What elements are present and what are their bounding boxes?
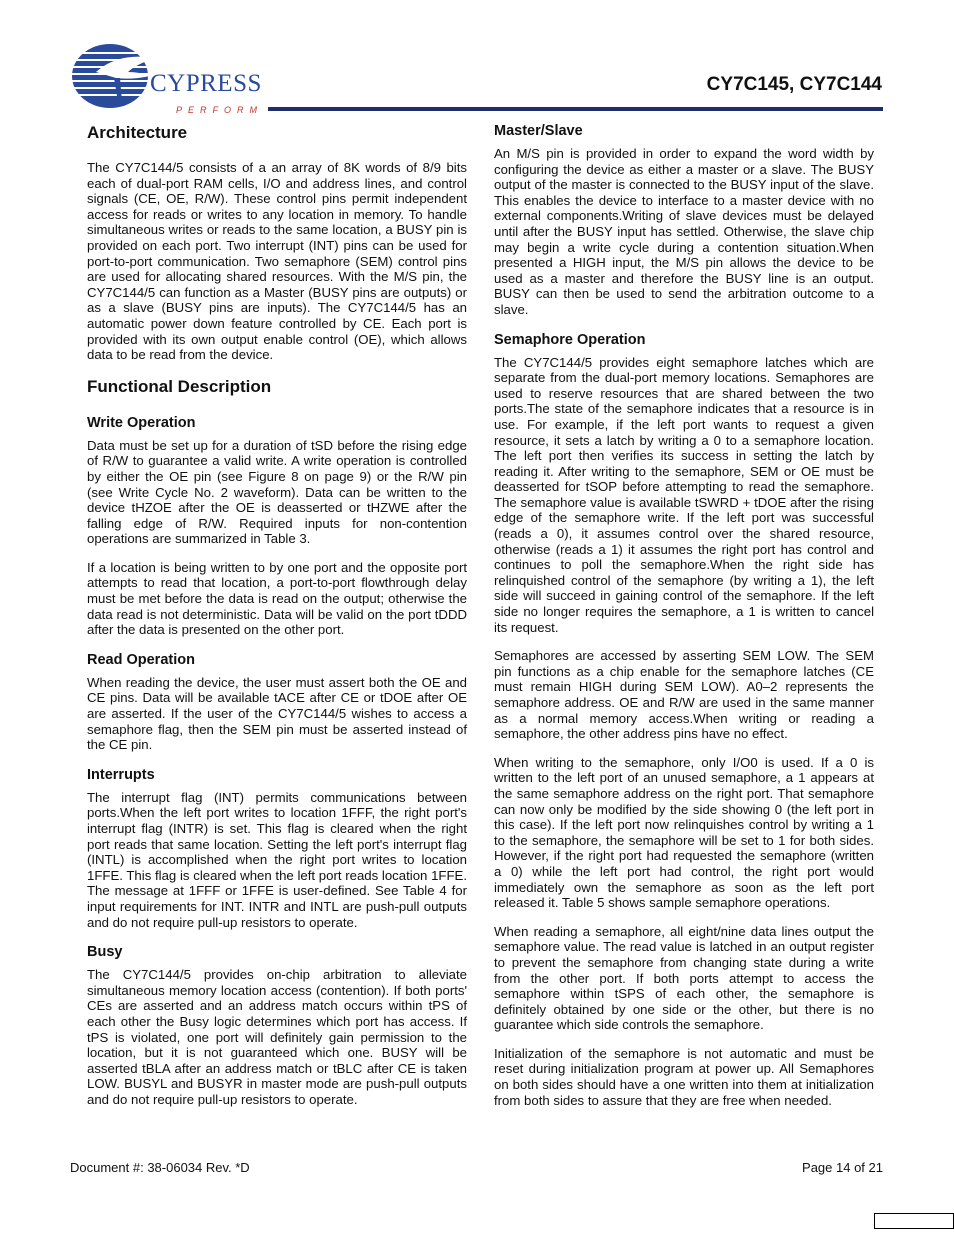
semaphore-paragraph-2: Semaphores are accessed by asserting SEM LOW. The SEM pin functions as a chip enable for the semaphore latches (CE must remain HIGH during SEM LOW). A0–2 represents the semaphore address. OE and R/W are used in the same manner as a normal memory access.When writing or reading a semaphore, the other address pins have no effect. <box>494 648 874 742</box>
document-number: Document #: 38-06034 Rev. *D <box>70 1160 250 1175</box>
busy-paragraph: The CY7C144/5 provides on-chip arbitration to alleviate simultaneous memory location access (contention). If both ports' CEs are asserted and an address match occurs within tPS of each other the Busy logic determines which port has access. If tPS is violated, one port will definitely gain permission to the location, but it is not guaranteed which one. BUSY will be asserted tBLA after an address match or tBLC after CE is taken LOW. BUSYL and BUSYR in master mode are push-pull outputs and do not require pull-up resistors to operate. <box>87 967 467 1107</box>
document-title: CY7C145, CY7C144 <box>706 74 882 95</box>
master-slave-heading: Master/Slave <box>494 123 583 139</box>
right-column <box>494 122 874 1121</box>
architecture-paragraph: The CY7C144/5 consists of a an array of 8K words of 8/9 bits each of dual-port RAM cells, I/O and address lines, and control signals (CE, OE, R/W). These control pins permit independent access for reads or writes to any location in memory. To handle simultaneous writes or reads to the same location, a BUSY pin is provided on each port. Two interrupt (INT) pins can be used for port-to-port communication. Two semaphore (SEM) control pins are used for allocating shared resources. With the M/S pin, the CY7C144/5 can function as a Master (BUSY pins are outputs) or as a slave (BUSY pins are inputs). The CY7C144/5 has an automatic power down feature controlled by CE. Each port is provided with its own output enable control (OE), which allows data to be read from the device. <box>87 160 467 363</box>
logo-wordmark: CYPRESS <box>150 70 262 97</box>
semaphore-paragraph-1: The CY7C144/5 provides eight semaphore latches which are separate from the dual-port memory locations. Semaphores are used to reserve resources that are shared between the two ports.The state of the semaphore indicates that a resource is in use. For example, if the left port wants to request a given resource, it sets a latch by writing a 0 to a semaphore location. The left port then verifies its success in setting the latch by reading it. After writing to the semaphore, SEM or OE must be deasserted for tSOP before attempting to read the semaphore. The semaphore value is available tSWRD + tDOE after the rising edge of the semaphore write. If the left port was successful (reads a 0), it assumes control over the shared resource, otherwise (reads a 1) it assumes the right port has control and continues to poll the semaphore.When the right side has relinquished control of the semaphore (by writing a 1), the left side will succeed in gaining control of the semaphore. If the left side no longer requires the semaphore, a 1 is written to cancel its request. <box>494 354 874 635</box>
write-operation-paragraph-1: Data must be set up for a duration of tSD before the rising edge of R/W to guarantee a valid write. A write operation is controlled by either the OE pin (see Figure 8 on page 9) or the R/W pin (see Write Cycle No. 2 waveform). Data can be written to the device tHZOE after the OE is deasserted or tHZWE after the falling edge of R/W. Required inputs for non-contention operations are summarized in Table 3. <box>87 437 467 547</box>
read-operation-paragraph: When reading the device, the user must assert both the OE and CE pins. Data will be available tACE after CE or tDOE after OE are asserted. If the user of the CY7C144/5 wishes to access a semaphore flag, then the SEM pin must be asserted instead of the CE pin. <box>87 674 467 753</box>
header-rule <box>268 107 883 111</box>
master-slave-paragraph: An M/S pin is provided in order to expand the word width by configuring the device as either a master or a slave. The BUSY output of the master is connected to the BUSY input of the slave. This enables the device to interface to a master device with no external components.Writing of slave devices must be delayed until after the BUSY input has settled. Otherwise, the slave chip may begin a write cycle during a contention situation.When presented a HIGH input, the M/S pin allows the device to be used as a master and therefore the BUSY line is an output. BUSY can then be used to send the arbitration outcome to a slave. <box>494 146 874 317</box>
semaphore-paragraph-3: When writing to the semaphore, only I/O0 is used. If a 0 is written to the left port of an unused semaphore, a 1 appears at the same semaphore address on the right port. That semaphore can now only be modified by the side showing 0 (the left port in this case). If the left port now relinquishes control by writing a 1 to the semaphore, the semaphore will be set to 1 for both sides. However, if the right port had requested the semaphore (written a 0) while the left port had control, the right port would immediately own the semaphore as soon as the left port released it. Table 5 shows sample semaphore operations. <box>494 754 874 911</box>
busy-heading: Busy <box>87 944 123 961</box>
write-operation-heading: Write Operation <box>87 414 196 431</box>
semaphore-paragraph-5: Initialization of the semaphore is not automatic and must be reset during initialization program at power up. All Semaphores on both sides should have a one written into them at initialization from both sides to assure that they are free when needed. <box>494 1045 874 1108</box>
architecture-heading: Architecture <box>87 123 188 142</box>
interrupts-heading: Interrupts <box>87 766 155 783</box>
semaphore-operation-heading: Semaphore Operation <box>494 331 646 348</box>
semaphore-paragraph-4: When reading a semaphore, all eight/nine data lines output the semaphore value. The read value is latched in an output register to prevent the semaphore from changing state during a write from the other port. If both ports attempt to access the semaphore within tSPS of each other, the semaphore is definitely obtained by one side or the other, but there is no guarantee which side controls the semaphore. <box>494 923 874 1033</box>
write-operation-paragraph-2: If a location is being written to by one port and the opposite port attempts to read that location, a port-to-port flowthrough delay must be met before the data is read on the output; otherwise the data read is not deterministic. Data will be valid on the port tDDD after the data is presented on the other port. <box>87 559 467 638</box>
cypress-logo <box>70 42 263 120</box>
page-number: Page 14 of 21 <box>802 1160 883 1175</box>
feedback-box[interactable] <box>874 1213 954 1229</box>
functional-description-heading: Functional Description <box>87 376 272 396</box>
interrupts-paragraph: The interrupt flag (INT) permits communications between ports.When the left port writes to location 1FFF, the right port's interrupt flag (INTR) is set. This flag is cleared when the right port reads that same location. Setting the left port's interrupt flag (INTL) is accomplished when the right port writes to location 1FFE. This flag is cleared when the left port reads location 1FFE. The message at 1FFF or 1FFE is user-defined. See Table 4 for input requirements for INT. INTR and INTL are push-pull outputs and do not require pull-up resistors to operate. <box>87 789 467 930</box>
logo-tagline: PERFORM <box>176 105 263 115</box>
read-operation-heading: Read Operation <box>87 651 195 668</box>
left-column <box>87 122 467 1121</box>
